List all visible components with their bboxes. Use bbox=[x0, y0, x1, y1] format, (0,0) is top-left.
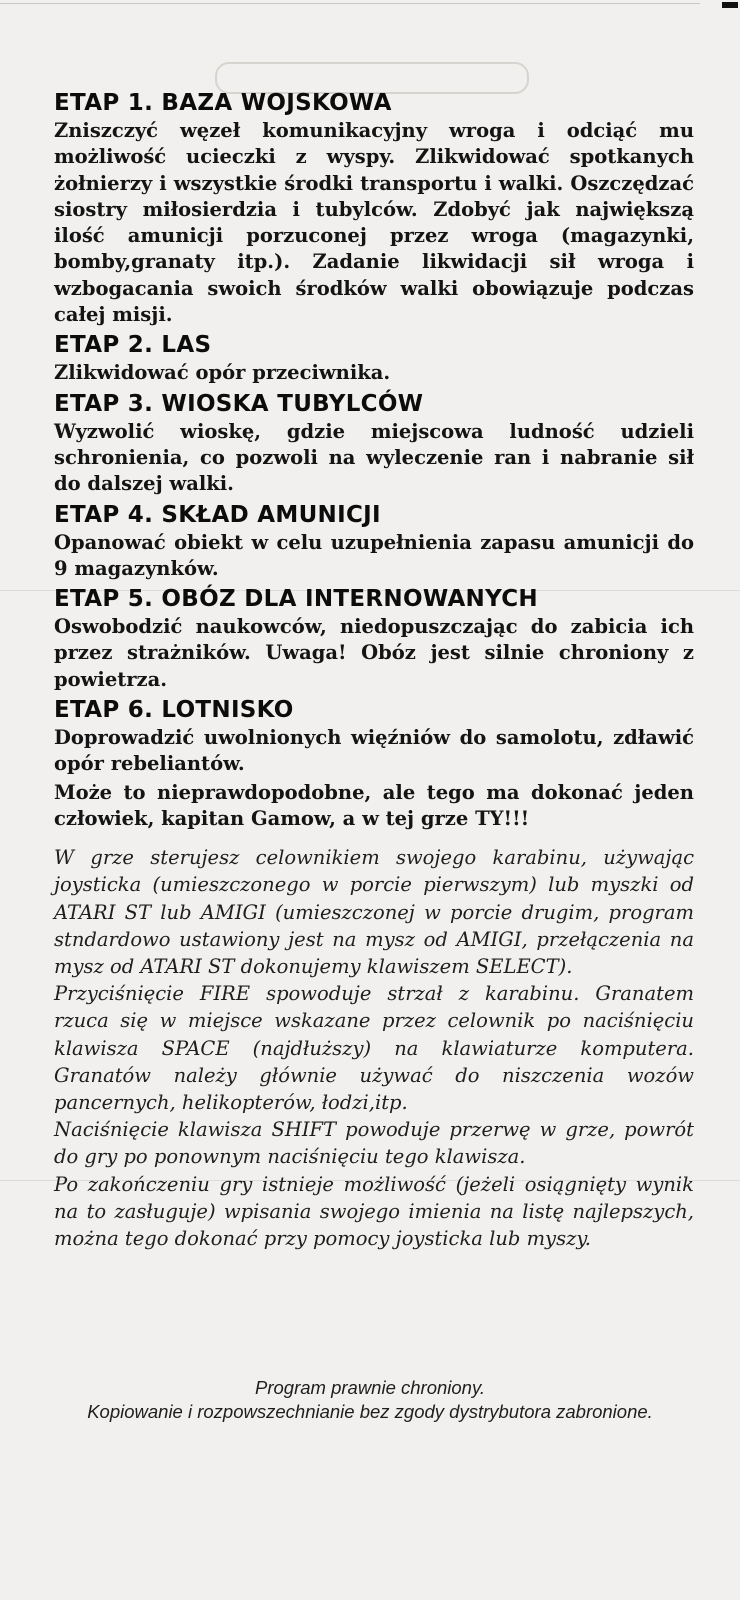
copyright-notice bbox=[40, 1376, 700, 1424]
instruction-paragraph: W grze sterujesz celownikiem swojego karabinu, używając joysticka (umieszczonego w porcie pierwszym) lub myszki od ATARI ST lub AMIGI (umieszczonej w porcie drugim, program stndardowo ustawiony jest na mysz od AMIGI, przełączenia na mysz od ATARI ST dokonujemy klawiszem SELECT). bbox=[54, 846, 694, 979]
controls-instructions bbox=[54, 844, 694, 1252]
stage-heading: ETAP 1. BAZA WOJSKOWA bbox=[54, 90, 392, 116]
stage-text: Oswobodzić naukowców, niedopuszczając do zabicia ich przez strażników. Uwaga! Obóz jest silnie chroniony z powietrza. bbox=[54, 615, 694, 691]
corner-mark bbox=[722, 2, 738, 8]
stage-text: Zniszczyć węzeł komunikacyjny wroga i odciąć mu możliwość ucieczki z wyspy. Zlikwidować spotkanych żołnierzy i wszystkie środki transportu i walki. Oszczędzać siostry miłosierdzia i tubylców. Zdobyć jak największą ilość amunicji porzuconej przez wroga (magazynki, bomby,granaty itp.). Zadanie likwidacji sił wroga i wzbogacania swoich środków walki obowiązuje podczas całej misji. bbox=[54, 119, 694, 327]
stage-6 bbox=[54, 695, 694, 832]
instruction-paragraph: Po zakończeniu gry istnieje możliwość (jeżeli osiągnięty wynik na to zasługuje) wpisania swojego imienia na listę najlepszych, można tego dokonać przy pomocy joysticka lub myszy. bbox=[54, 1172, 694, 1251]
stage-5 bbox=[54, 584, 694, 693]
closing-remark: Może to nieprawdopodobne, ale tego ma dokonać jeden człowiek, kapitan Gamow, a w tej grze TY!!! bbox=[54, 780, 694, 830]
stage-text: Doprowadzić uwolnionych więźniów do samolotu, zdławić opór rebeliantów. bbox=[54, 726, 694, 776]
stage-text: Wyzwolić wioskę, gdzie miejscowa ludność udzieli schronienia, co pozwoli na wyleczenie ran i nabranie sił do dalszej walki. bbox=[54, 419, 694, 496]
copyright-line: Kopiowanie i rozpowszechnianie bez zgody dystrybutora zabronione. bbox=[87, 1401, 653, 1422]
instruction-paragraph: Przyciśnięcie FIRE spowoduje strzał z karabinu. Granatem rzuca się w miejsce wskazane przez celownik po naciśnięciu klawisza SPACE (najdłuższy) na klawiaturze komputera. Granatów należy głównie używać do niszczenia wozów pancernych, helikopterów, łodzi,itp. bbox=[54, 982, 694, 1115]
stage-heading: ETAP 4. SKŁAD AMUNICJI bbox=[54, 501, 381, 528]
instruction-paragraph: Naciśnięcie klawisza SHIFT powoduje przerwę w grze, powrót do gry po ponownym naciśnięciu tego klawisza. bbox=[54, 1118, 694, 1169]
stage-heading: ETAP 3. WIOSKA TUBYLCÓW bbox=[54, 390, 424, 417]
stage-3 bbox=[54, 389, 694, 498]
stage-text: Opanować obiekt w celu uzupełnienia zapasu amunicji do 9 magazynków. bbox=[54, 530, 694, 580]
top-edge-line bbox=[0, 3, 700, 4]
copyright-line: Program prawnie chroniony. bbox=[255, 1377, 485, 1398]
stage-text: Zlikwidować opór przeciwnika. bbox=[54, 361, 391, 385]
stage-2 bbox=[54, 330, 694, 386]
stage-1 bbox=[54, 88, 694, 328]
stage-heading: ETAP 5. OBÓZ DLA INTERNOWANYCH bbox=[54, 586, 538, 613]
stage-heading: ETAP 6. LOTNISKO bbox=[54, 697, 294, 724]
mission-content bbox=[54, 88, 694, 1252]
stage-4 bbox=[54, 500, 694, 583]
stage-heading: ETAP 2. LAS bbox=[54, 332, 212, 359]
